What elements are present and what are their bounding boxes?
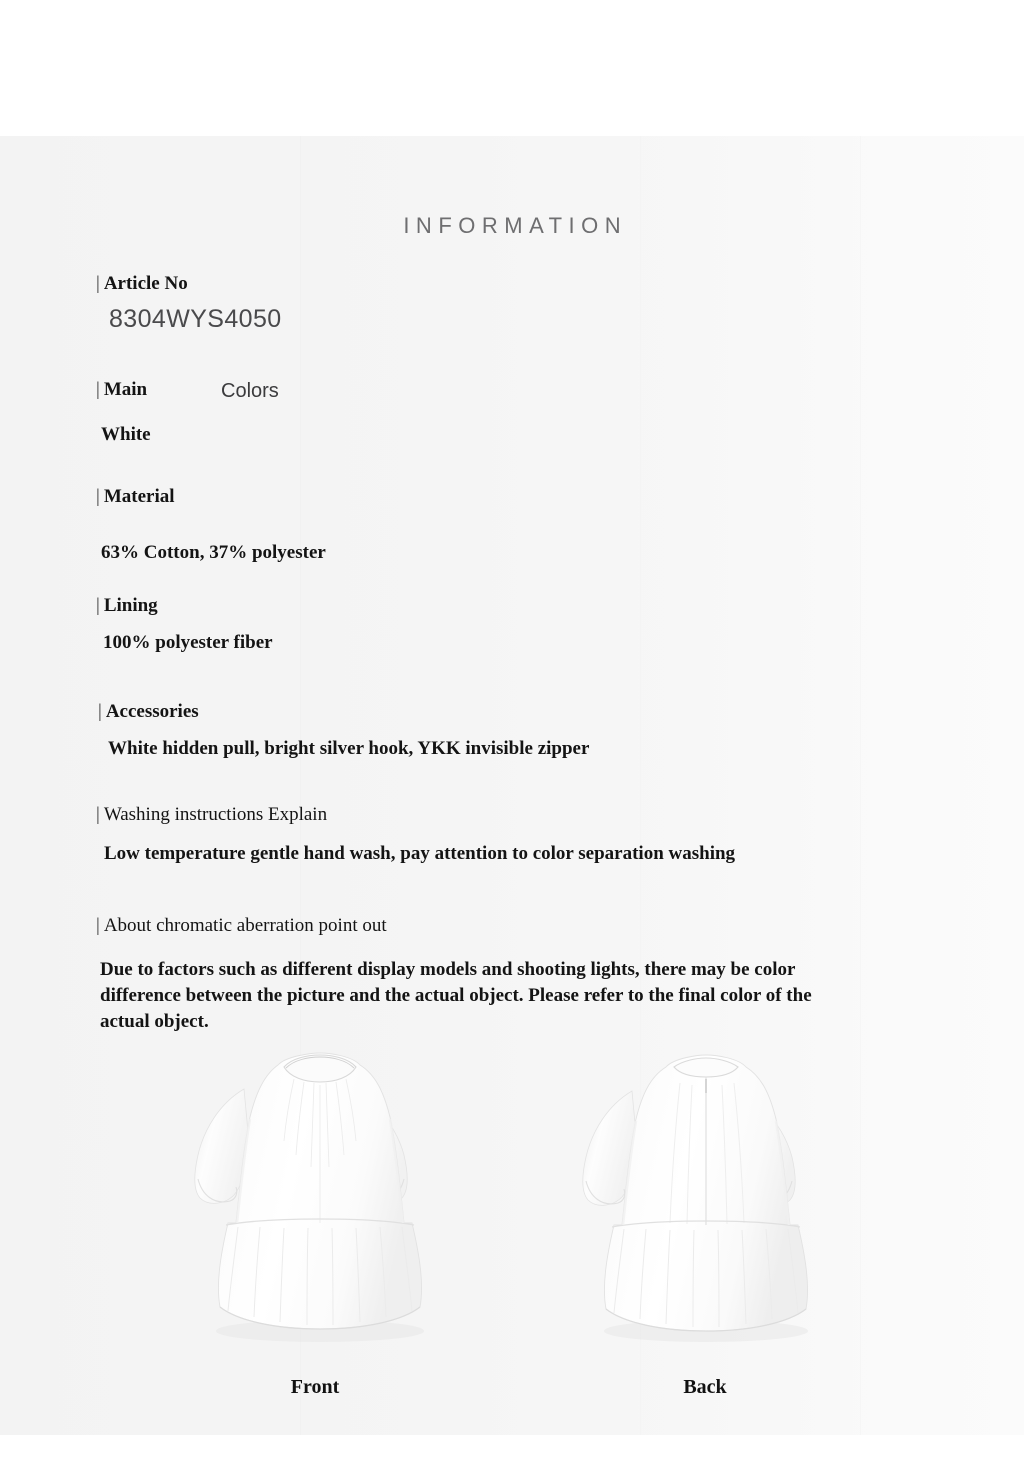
dress-front-illustration [180, 1045, 450, 1345]
section-heading-label: Lining [103, 595, 158, 616]
chromatic-aberration-value: Due to factors such as different display models and shooting lights, there may be color difference between the picture and the actual object. Please refer to the final color of the actual object. [100, 959, 812, 1033]
page-title: INFORMATION [403, 213, 628, 238]
section-chromatic-aberration [0, 916, 1024, 937]
accessories-value: White hidden pull, bright silver hook, YKK invisible zipper [108, 738, 590, 759]
section-heading-accessories [98, 702, 1024, 723]
section-heading-label: Article No [103, 273, 188, 294]
section-heading-label: About chromatic aberration point out [103, 915, 387, 936]
section-heading-lining [96, 596, 1024, 617]
section-heading-article-no [96, 274, 1024, 295]
section-heading-label: Material [103, 486, 175, 507]
section-article-no [0, 274, 1024, 295]
figure-caption-back: Back [683, 1376, 727, 1398]
section-heading-colors: Colors [221, 380, 279, 402]
section-material [0, 487, 1024, 508]
section-heading-label: Washing instructions Explain [103, 804, 328, 825]
section-accessories [0, 702, 1024, 723]
section-heading-chromatic [96, 916, 1024, 937]
section-heading-washing [96, 805, 1024, 826]
section-marker-icon: | [96, 379, 100, 400]
section-heading-label: Main [103, 379, 148, 400]
garment-figure-back [570, 1045, 840, 1345]
section-marker-icon: | [96, 273, 100, 294]
section-lining [0, 596, 1024, 617]
garment-figure-front [180, 1045, 450, 1345]
section-washing-instructions [0, 805, 1024, 826]
main-colors-value: White [101, 424, 151, 445]
lining-value: 100% polyester fiber [103, 632, 273, 653]
section-marker-icon: | [96, 595, 100, 616]
section-marker-icon: | [96, 915, 100, 936]
section-heading-label: Accessories [105, 701, 199, 722]
section-main-colors [0, 380, 1024, 401]
section-marker-icon: | [98, 701, 102, 722]
section-heading-material [96, 487, 1024, 508]
figure-caption-front: Front [290, 1376, 340, 1398]
dress-back-illustration [570, 1045, 840, 1345]
washing-instructions-value: Low temperature gentle hand wash, pay attention to color separation washing [104, 843, 736, 864]
article-no-value: 8304WYS4050 [109, 305, 282, 333]
material-value: 63% Cotton, 37% polyester [101, 542, 326, 563]
section-marker-icon: | [96, 486, 100, 507]
section-marker-icon: | [96, 804, 100, 825]
